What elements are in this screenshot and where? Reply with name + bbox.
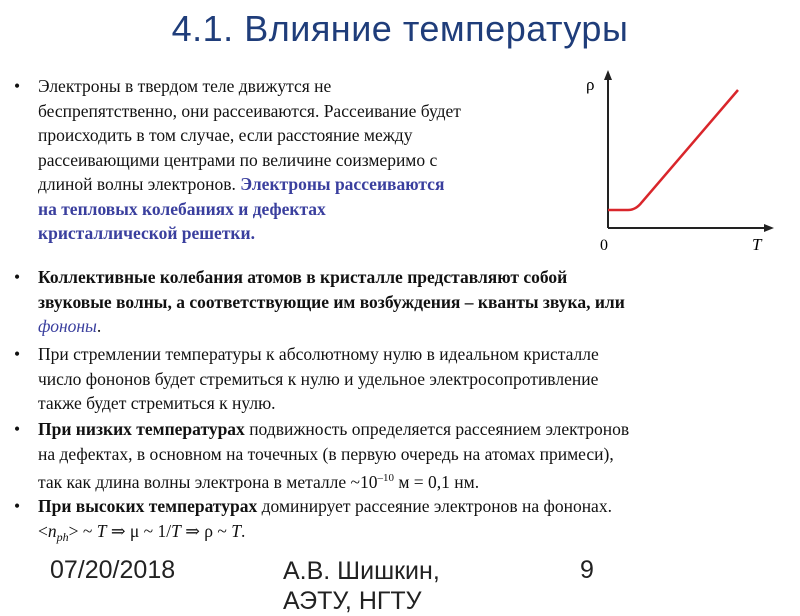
p1-line-7: кристаллической решетки. — [38, 223, 255, 243]
resistivity-curve — [608, 90, 738, 210]
formula-T-1: T — [96, 520, 107, 541]
page-title: 4.1. Влияние температуры — [171, 8, 629, 49]
implies-arrow-2: ⇒ — [180, 520, 205, 541]
x-axis-arrowhead — [764, 224, 774, 232]
paragraph-high-temperatures — [38, 494, 793, 549]
p5-line-1 — [38, 494, 793, 519]
p3-line-3: также будет стремиться к нулю. — [38, 393, 276, 413]
origin-label: 0 — [600, 237, 608, 254]
p4-line-1-rest: подвижность определяется рассеянием электронов — [244, 419, 630, 439]
high-temp-heading: При высоких температурах — [38, 496, 258, 516]
footer-author-line-1: А.В. Шишкин, — [283, 557, 440, 585]
p4-line-3 — [38, 466, 793, 495]
p2-line-3 — [38, 314, 793, 339]
p3-line-2: число фононов будет стремиться к нулю и удельное электросопротивление — [38, 368, 599, 389]
y-axis-label: ρ — [586, 75, 595, 94]
p4-line-1 — [38, 417, 793, 442]
p1-line-5-plain: длиной волны электронов. — [38, 174, 241, 194]
p1-line-5 — [38, 172, 583, 197]
p1-line-4: рассеивающими центрами по величине соизмеримо с — [38, 149, 438, 170]
p1-line-3: происходить в том случае, если расстояние между — [38, 125, 413, 145]
paragraph-electron-scattering — [38, 74, 583, 246]
paragraph-low-temperatures — [38, 417, 793, 495]
p5-line-1-rest: доминирует рассеяние электронов на фононах. — [257, 496, 612, 516]
p4-line-2: на дефектах, в основном на точечных (в первую очередь на атомах примеси), — [38, 443, 614, 464]
page-number: 9 — [580, 556, 594, 584]
implies-arrow-1: ⇒ — [106, 520, 130, 541]
formula-rho: ρ ~ — [204, 520, 232, 541]
p3-line-1: При стремлении температуры к абсолютному нулю в идеальном кристалле — [38, 344, 599, 364]
p2-line-2: звуковые волны, а соответствующие им возбуждения – кванты звука, или — [38, 291, 625, 312]
footer-author — [283, 556, 440, 616]
p4-line-3-post: м = 0,1 нм. — [393, 472, 480, 492]
bullet-marker-1: • — [14, 76, 21, 96]
resistivity-temperature-graph — [580, 68, 780, 260]
p1-line-5-highlight: Электроны рассеиваются — [240, 174, 445, 194]
phonons-term: фононы — [38, 316, 97, 336]
formula-part-1: > ~ — [68, 520, 97, 541]
p2-line-1: Коллективные колебания атомов в кристалле представляют собой — [38, 267, 568, 287]
y-axis-arrowhead — [604, 70, 612, 80]
formula-lt: < — [38, 520, 48, 541]
formula-subscript: ph — [56, 529, 69, 544]
p1-line-2: беспрепятственно, они рассеиваются. Рассеивание будет — [38, 100, 461, 121]
paragraph-zero-temperature — [38, 342, 793, 416]
footer-author-line-2: АЭТУ, НГТУ — [283, 587, 422, 615]
x-axis-label: T — [752, 235, 762, 254]
exponent: –10 — [377, 472, 394, 484]
bullet-marker-4: • — [14, 419, 21, 439]
bullet-marker-3: • — [14, 344, 21, 364]
paragraph-phonons — [38, 265, 793, 339]
footer-date: 07/20/2018 — [50, 556, 176, 584]
p1-line-6: на тепловых колебаниях и дефектах — [38, 198, 326, 219]
formula-line — [38, 519, 793, 550]
p4-line-3-pre: так как длина волны электрона в металле ~10 — [38, 472, 378, 492]
formula-mu: μ ~ 1/ — [129, 520, 172, 541]
bullet-marker-5: • — [14, 496, 21, 516]
formula-T-2: T — [171, 520, 181, 541]
bullet-marker-2: • — [14, 267, 21, 287]
low-temp-heading: При низких температурах — [38, 419, 245, 439]
formula-end: . — [240, 520, 246, 541]
formula-T-3: T — [231, 520, 241, 541]
p1-line-1: Электроны в твердом теле движутся не — [38, 76, 332, 96]
p2-line-3-end: . — [96, 316, 102, 336]
formula-n: n — [47, 520, 57, 541]
